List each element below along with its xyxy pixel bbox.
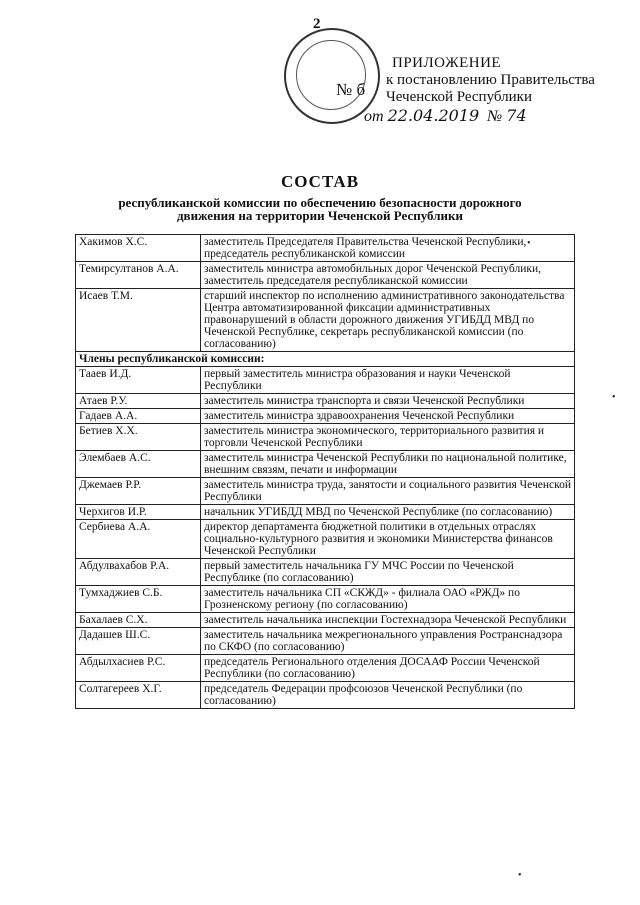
- member-name: Исаев Т.М.: [76, 289, 201, 352]
- member-name: Тааев И.Д.: [76, 367, 201, 394]
- member-role: заместитель Председателя Правительства Чеченской Республики, председатель республиканской комиссии: [201, 235, 575, 262]
- member-name: Бахалаев С.Х.: [76, 613, 201, 628]
- members-section-header: Члены республиканской комиссии:: [76, 352, 575, 367]
- document-title: СОСТАВ: [280, 172, 360, 191]
- member-name: Гадаев А.А.: [76, 409, 201, 424]
- member-role: заместитель министра труда, занятости и социального развития Чеченской Республики: [201, 478, 575, 505]
- subtitle-line-1: республиканской комиссии по обеспечению безопасности дорожного: [118, 195, 522, 210]
- member-name: Элембаев А.С.: [76, 451, 201, 478]
- member-name: Тумхаджиев С.Б.: [76, 586, 201, 613]
- member-role: заместитель начальника инспекции Гостехнадзора Чеченской Республики: [201, 613, 575, 628]
- member-role: первый заместитель начальника ГУ МЧС России по Чеченской Республике (по согласованию): [201, 559, 575, 586]
- member-name: Солтагереев Х.Г.: [76, 682, 201, 709]
- member-name: Дадашев Ш.С.: [76, 628, 201, 655]
- table-row: [76, 505, 575, 520]
- table-row: [76, 478, 575, 505]
- annex-date: 22.04.2019: [387, 106, 480, 125]
- member-role: заместитель министра Чеченской Республики по национальной политике, внешним связям, печати и информации: [201, 451, 575, 478]
- table-row: [76, 289, 575, 352]
- annex-title: ПРИЛОЖЕНИЕ: [392, 55, 502, 71]
- annex-header: [362, 55, 595, 106]
- table-row: [76, 559, 575, 586]
- member-name: Джемаев Р.Р.: [76, 478, 201, 505]
- scan-speck: •: [518, 870, 522, 881]
- table-row: [76, 394, 575, 409]
- table-row: [76, 409, 575, 424]
- scan-speck: •: [612, 392, 616, 403]
- document-subtitle: [0, 196, 640, 222]
- member-role: старший инспектор по исполнению административного законодательства Центра автоматизированной фиксации административных правонарушений в области дорожного движения УГИБДД МВД по Чеченской Республике, секретарь республиканской комиссии (по согласованию): [201, 289, 575, 352]
- table-row: [76, 262, 575, 289]
- member-name: Сербиева А.А.: [76, 520, 201, 559]
- page-number: 2: [313, 16, 321, 32]
- table-row: [76, 520, 575, 559]
- annex-number: 74: [506, 106, 527, 125]
- table-row: [76, 424, 575, 451]
- table-row: [76, 655, 575, 682]
- table-row: [76, 613, 575, 628]
- seal-number-mark: № б: [336, 80, 366, 99]
- annex-line-2: Чеченской Республики: [386, 89, 532, 105]
- member-name: Атаев Р.У.: [76, 394, 201, 409]
- member-name: Бетиев Х.Х.: [76, 424, 201, 451]
- member-role: первый заместитель министра образования и науки Чеченской Республики: [201, 367, 575, 394]
- table-row: [76, 451, 575, 478]
- member-role: заместитель министра здравоохранения Чеченской Республики: [201, 409, 575, 424]
- member-name: Абдулвахабов Р.А.: [76, 559, 201, 586]
- number-label: №: [487, 108, 503, 125]
- member-role: заместитель начальника СП «СКЖД» - филиала ОАО «РЖД» по Грозненскому региону (по согласованию): [201, 586, 575, 613]
- table-row: [76, 586, 575, 613]
- member-name: Хакимов Х.С.: [76, 235, 201, 262]
- member-name: Абдылхасиев Р.С.: [76, 655, 201, 682]
- table-row: [76, 235, 575, 262]
- member-role: начальник УГИБДД МВД по Чеченской Республике (по согласованию): [201, 505, 575, 520]
- member-name: Темирсултанов А.А.: [76, 262, 201, 289]
- annex-line-1: к постановлению Правительства: [386, 72, 595, 88]
- member-role: заместитель начальника межрегионального управления Ространснадзора по СКФО (по согласованию): [201, 628, 575, 655]
- table-row: [76, 682, 575, 709]
- scan-speck: •: [527, 238, 531, 249]
- member-role: председатель Федерации профсоюзов Чеченской Республики (по согласованию): [201, 682, 575, 709]
- member-name: Черхигов И.Р.: [76, 505, 201, 520]
- annex-date-number: [364, 106, 527, 126]
- subtitle-line-2: движения на территории Чеченской Республики: [176, 208, 464, 223]
- table-row: [76, 628, 575, 655]
- member-role: заместитель министра экономического, территориального развития и торговли Чеченской Республики: [201, 424, 575, 451]
- date-prefix: от: [364, 108, 384, 125]
- member-role: заместитель министра транспорта и связи Чеченской Республики: [201, 394, 575, 409]
- commission-roster-table: [75, 234, 575, 709]
- members-section-row: [76, 352, 575, 367]
- member-role: председатель Регионального отделения ДОСААФ России Чеченской Республики (по согласованию): [201, 655, 575, 682]
- member-role: заместитель министра автомобильных дорог Чеченской Республики, заместитель председателя республиканской комиссии: [201, 262, 575, 289]
- table-row: [76, 367, 575, 394]
- member-role: директор департамента бюджетной политики в отдельных отраслях социально-культурного развития и экономики Министерства финансов Чеченской Республики: [201, 520, 575, 559]
